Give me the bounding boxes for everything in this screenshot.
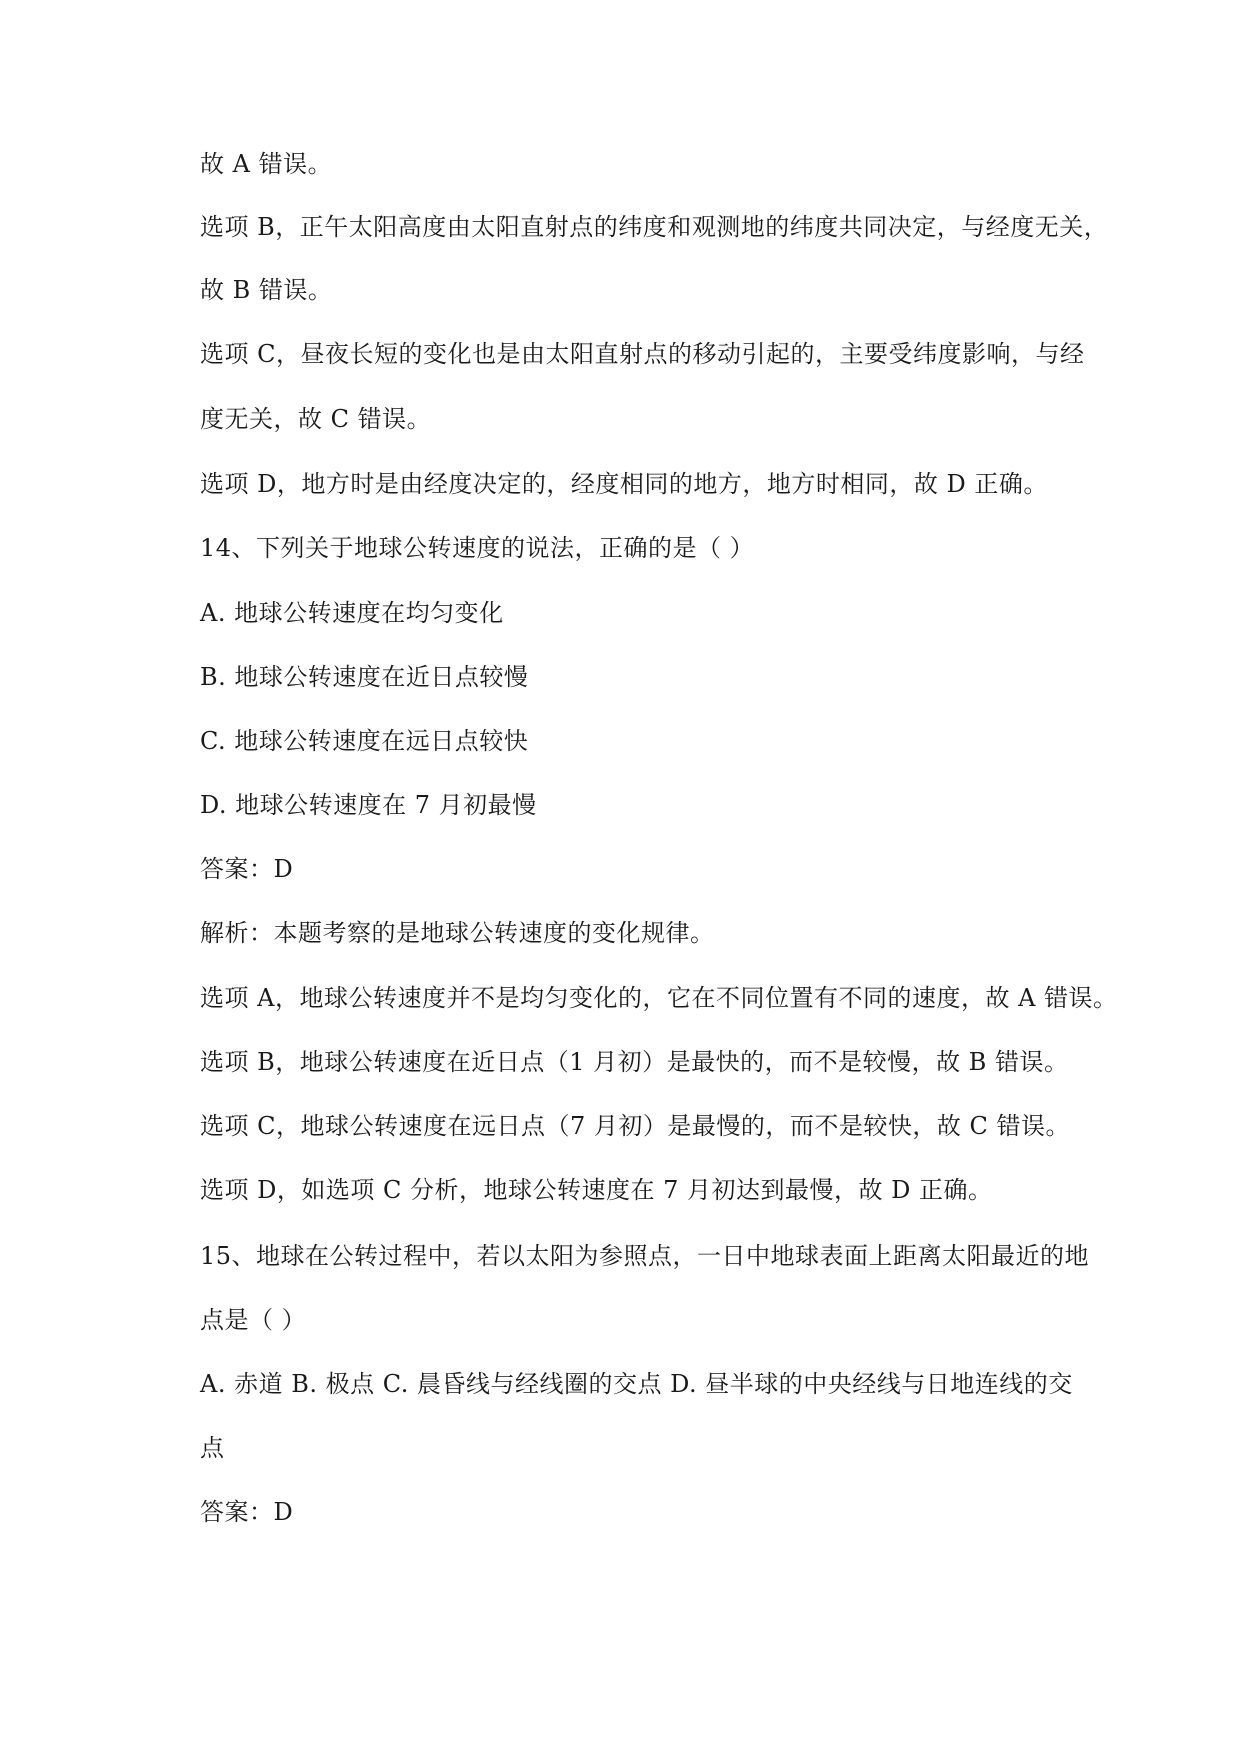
question-15-options: A. 赤道 B. 极点 C. 晨昏线与经线圈的交点 D. 昼半球的中央经线与日地连线的交 (200, 1370, 1073, 1398)
question-14-option-a: A. 地球公转速度在均匀变化 (200, 599, 504, 627)
text-line-prev-13-option-c: 选项 C，昼夜长短的变化也是由太阳直射点的移动引起的，主要受纬度影响，与经 (200, 340, 1085, 368)
question-14-analysis-b: 选项 B，地球公转速度在近日点（1 月初）是最快的，而不是较慢，故 B 错误。 (200, 1048, 1069, 1076)
question-15-options-cont: 点 (200, 1434, 225, 1462)
question-14-option-c: C. 地球公转速度在远日点较快 (200, 727, 529, 755)
question-15-stem: 15、地球在公转过程中，若以太阳为参照点，一日中地球表面上距离太阳最近的地 (200, 1242, 1090, 1270)
question-15-stem-cont: 点是（ ） (200, 1306, 307, 1334)
question-14-stem: 14、下列关于地球公转速度的说法，正确的是（ ） (200, 534, 755, 562)
text-line-prev-13-option-b: 选项 B，正午太阳高度由太阳直射点的纬度和观测地的纬度共同决定，与经度无关， (200, 213, 1109, 241)
question-14-analysis: 解析：本题考察的是地球公转速度的变化规律。 (200, 919, 715, 947)
question-14-answer: 答案：D (200, 855, 294, 883)
text-line-prev-13-option-d: 选项 D，地方时是由经度决定的，经度相同的地方，地方时相同，故 D 正确。 (200, 470, 1048, 498)
question-14-analysis-a: 选项 A，地球公转速度并不是均匀变化的，它在不同位置有不同的速度，故 A 错误。 (200, 984, 1118, 1012)
question-14-analysis-d: 选项 D，如选项 C 分析，地球公转速度在 7 月初达到最慢，故 D 正确。 (200, 1176, 993, 1204)
text-line-prev-13-a-conclusion: 故 A 错误。 (200, 150, 333, 178)
question-14-analysis-c: 选项 C，地球公转速度在远日点（7 月初）是最慢的，而不是较快，故 C 错误。 (200, 1112, 1071, 1140)
question-14-option-b: B. 地球公转速度在近日点较慢 (200, 663, 529, 691)
question-15-answer: 答案：D (200, 1498, 294, 1526)
text-line-prev-13-c-conclusion: 度无关，故 C 错误。 (200, 405, 432, 433)
question-14-option-d: D. 地球公转速度在 7 月初最慢 (200, 791, 537, 819)
text-line-prev-13-b-conclusion: 故 B 错误。 (200, 276, 333, 304)
